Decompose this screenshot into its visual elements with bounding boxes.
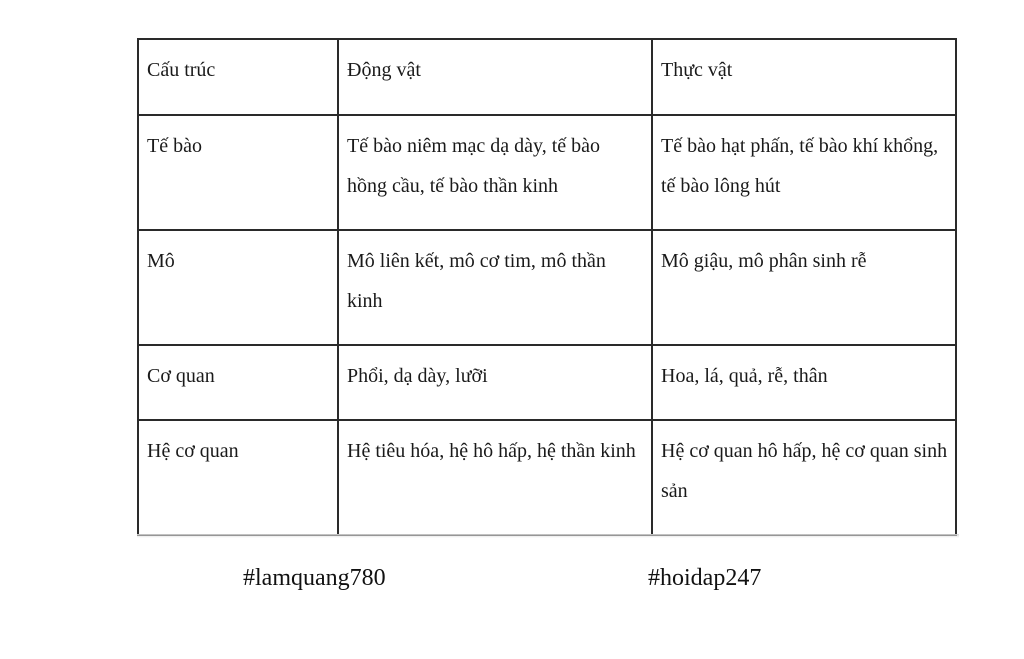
animal-text: Hệ tiêu hóa, hệ hô hấp, hệ thần kinh [347,440,636,462]
plant-text: Hệ cơ quan hô hấp, hệ cơ quan sinh sản [661,440,948,502]
site-hashtag: #hoidap247 [648,565,762,591]
structure-text: Hệ cơ quan [147,440,239,462]
table-header-row [138,39,956,115]
animal-cell [338,230,652,345]
plant-text: Tế bào hạt phấn, tế bào khí khổng, tế bào lông hút [661,135,939,197]
table-row [138,345,956,420]
header-cell-structure [138,39,338,115]
author-hashtag: #lamquang780 [243,565,386,591]
header-text-animal: Động vật [347,59,421,81]
table-row [138,115,956,230]
table-shadow [137,534,959,538]
animal-cell [338,420,652,535]
structure-cell [138,420,338,535]
structure-cell [138,115,338,230]
structure-text: Mô [147,250,175,272]
header-cell-animal [338,39,652,115]
table-row [138,420,956,535]
plant-cell [652,115,956,230]
comparison-table [137,38,957,536]
structure-cell [138,230,338,345]
table-row [138,230,956,345]
plant-cell [652,420,956,535]
plant-text: Hoa, lá, quả, rễ, thân [661,365,828,387]
plant-cell [652,345,956,420]
structure-cell [138,345,338,420]
animal-cell [338,345,652,420]
animal-cell [338,115,652,230]
plant-cell [652,230,956,345]
header-text-structure: Cấu trúc [147,59,216,81]
structure-text: Cơ quan [147,365,215,387]
header-text-plant: Thực vật [661,59,733,81]
animal-text: Tế bào niêm mạc dạ dày, tế bào hồng cầu, tế bào thần kinh [347,135,601,197]
header-cell-plant [652,39,956,115]
structure-text: Tế bào [147,135,202,157]
animal-text: Mô liên kết, mô cơ tim, mô thần kinh [347,250,606,312]
animal-text: Phổi, dạ dày, lưỡi [347,365,488,387]
plant-text: Mô giậu, mô phân sinh rễ [661,250,867,272]
